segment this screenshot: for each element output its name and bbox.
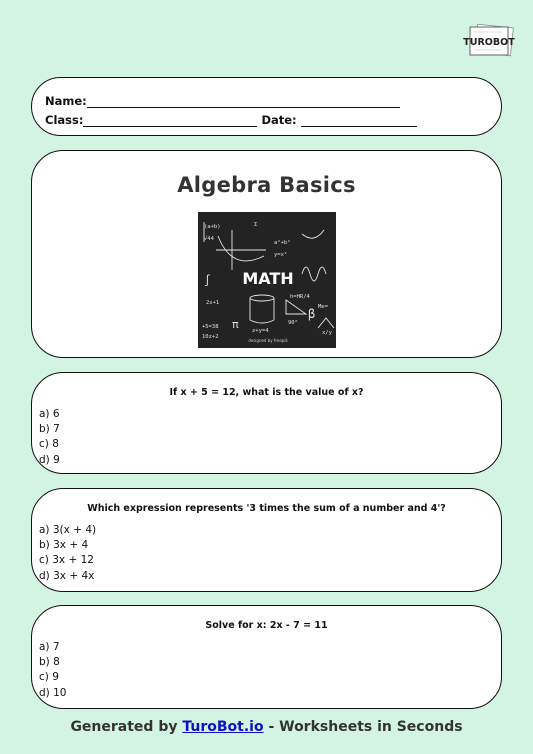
formula-text: z+y=4 [252, 328, 269, 334]
footer [0, 719, 533, 735]
class-field[interactable] [83, 115, 257, 127]
formula-text: (a+b) [204, 224, 221, 230]
formula-text: π [232, 318, 239, 331]
formula-text: 2x+1 [206, 300, 220, 306]
math-chalkboard-image [198, 212, 336, 348]
option-d[interactable]: d) 9 [39, 453, 60, 466]
formula-text: h=HR/4 [290, 294, 310, 300]
formula-text: √44 [204, 236, 214, 242]
logo-text: TUROBOT [463, 37, 515, 48]
option-a[interactable]: a) 3(x + 4) [39, 524, 97, 536]
question-card-3 [31, 605, 502, 709]
option-a[interactable]: a) 6 [39, 408, 60, 420]
options-list [39, 523, 96, 584]
option-c[interactable]: c) 9 [39, 671, 59, 684]
image-credit: designed by freepik [248, 338, 288, 343]
name-label: Name: [45, 94, 87, 108]
options-list [39, 407, 60, 468]
question-card-1 [31, 372, 502, 474]
question-card-2 [31, 488, 502, 592]
question-text: Which expression represents '3 times the sum of a number and 4'? [87, 503, 446, 514]
class-date-row [45, 113, 417, 127]
title-card [31, 150, 502, 358]
date-field[interactable] [301, 115, 417, 127]
option-c[interactable]: c) 3x + 12 [39, 554, 94, 567]
option-a[interactable]: a) 7 [39, 641, 60, 653]
option-d[interactable]: d) 3x + 4x [39, 569, 95, 582]
math-label: MATH [242, 269, 294, 288]
formula-text: Σ [254, 222, 258, 228]
name-field[interactable] [87, 96, 400, 108]
formula-text: ∫ [204, 274, 211, 287]
turobot-logo [462, 24, 516, 58]
formula-text: x/y [322, 330, 332, 336]
question-text: If x + 5 = 12, what is the value of x? [169, 387, 364, 398]
student-info-card [31, 77, 502, 136]
formula-text: a²+b² [274, 240, 291, 246]
formula-text: y=x² [274, 252, 288, 258]
name-row [45, 94, 400, 108]
question-text: Solve for x: 2x - 7 = 11 [205, 620, 328, 631]
class-label: Class: [45, 113, 84, 127]
option-b[interactable]: b) 8 [39, 656, 60, 669]
option-b[interactable]: b) 3x + 4 [39, 539, 89, 552]
worksheet-title: Algebra Basics [177, 173, 356, 197]
formula-text: β [308, 307, 316, 321]
option-c[interactable]: c) 8 [39, 438, 59, 451]
footer-prefix: Generated by [70, 719, 178, 735]
option-d[interactable]: d) 10 [39, 686, 67, 699]
options-list [39, 640, 66, 701]
formula-text: +5=38 [202, 324, 219, 330]
formula-text: 10z+2 [202, 334, 219, 340]
option-b[interactable]: b) 7 [39, 423, 60, 436]
formula-text: Me= [318, 304, 328, 310]
date-label: Date: [261, 113, 297, 127]
formula-text: 90° [288, 320, 298, 326]
footer-suffix: - Worksheets in Seconds [268, 719, 463, 735]
turobot-link[interactable]: TuroBot.io [182, 719, 264, 735]
